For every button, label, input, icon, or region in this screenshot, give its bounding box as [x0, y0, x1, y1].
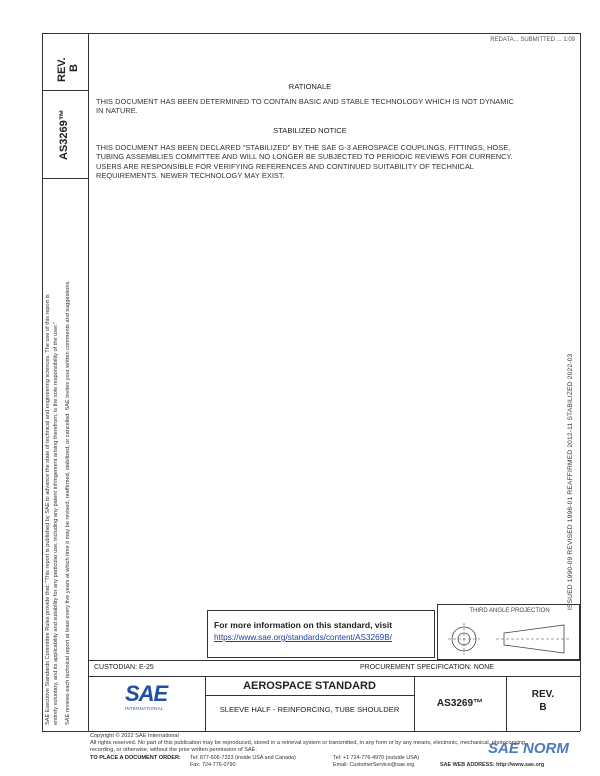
custodian-text: CUSTODIAN: E-25 [94, 664, 154, 671]
standard-type [205, 680, 414, 692]
custodian [94, 664, 154, 671]
contact-col1 [190, 755, 296, 769]
rev-label: REV. [531, 689, 555, 700]
rev-value: B [539, 702, 547, 713]
stabilized-text [96, 143, 521, 181]
top-border [42, 33, 580, 34]
projection-box [437, 604, 580, 660]
info-box-link[interactable] [214, 633, 392, 642]
rev-label-rotated: REV. [56, 57, 68, 82]
left-border [42, 33, 43, 731]
doc-number-rotated [58, 109, 70, 160]
rev-value-rotated: B [68, 64, 80, 72]
rationale-text [96, 97, 516, 116]
docnum-box-divider [42, 178, 88, 179]
rights-text: All rights reserved. No part of this publication may be reproduced, stored in a retrieval system or transmitted, in any form or by any means, electronic, mechanical, photocopying, [90, 740, 527, 746]
copyright-text: Copyright © 2022 SAE International [90, 733, 179, 739]
title-left-line [88, 660, 89, 731]
order-label-text: TO PLACE A DOCUMENT ORDER: [90, 755, 181, 761]
info-box [207, 610, 435, 658]
left-margin-line2 [53, 322, 59, 725]
right-border [580, 33, 581, 731]
doc-number-text: AS3269™ [436, 698, 484, 709]
history-rotated [567, 354, 574, 610]
rationale-body: THIS DOCUMENT HAS BEEN DETERMINED TO CONTAIN BASIC AND STABLE TECHNOLOGY WHICH IS NOT DYNAMIC IN NATURE. [96, 97, 514, 116]
projection-label [438, 608, 581, 614]
sae-logo [125, 683, 169, 713]
info-box-title [214, 620, 392, 630]
rev-block [506, 688, 580, 714]
info-box-title-text: For more information on this standard, visit [214, 620, 393, 630]
left-margin-text3: SAE reviews each technical report at least every five years at which time it may be revised, reaffirmed, stabilized, or cancelled. SAE invites your written comments and suggestions. [65, 280, 71, 725]
stabilized-heading-text: STABILIZED NOTICE [273, 126, 347, 135]
left-margin-text2: entirely voluntary, and its applicability and suitability for any particular use, including any patent infringement arising therefrom, is the sole responsibility of the user." [53, 321, 59, 725]
web-address [440, 762, 544, 768]
left-column-divider [88, 33, 89, 660]
procurement [360, 664, 494, 671]
rev-box-divider [42, 90, 88, 91]
email-text[interactable]: Email: CustomerService@sae.org [333, 762, 415, 768]
doc-number [414, 698, 506, 709]
rationale-heading [90, 82, 530, 91]
left-margin-line3 [65, 280, 71, 725]
projection-label-text: THIRD ANGLE PROJECTION [469, 608, 550, 614]
sae-logo-sub: INTERNATIONAL [125, 706, 164, 711]
rev-value-rotated-wrap [68, 64, 80, 72]
rev-rotated [56, 57, 68, 82]
watermark-logo [488, 740, 569, 757]
custodian-top-line [88, 660, 580, 661]
order-label [90, 755, 181, 761]
projection-symbol-icon [444, 619, 574, 659]
header-info-text: REDATA... SUBMITTED ... 1:09 [490, 37, 575, 43]
rationale-heading-text: RATIONALE [288, 82, 332, 91]
web-address-text[interactable]: SAE WEB ADDRESS: http://www.sae.org [440, 762, 545, 768]
doc-number-rotated-text: AS3269™ [58, 109, 70, 160]
bottom-border [42, 731, 580, 732]
rights2-text: recording, or otherwise, without the prior written permission of SAE. [90, 747, 257, 753]
contact-col2 [333, 755, 419, 769]
tel1-text: Tel: 877-606-7323 (inside USA and Canada) [190, 755, 296, 761]
procurement-text: PROCUREMENT SPECIFICATION: NONE [360, 664, 494, 671]
header-info [445, 36, 575, 44]
stabilized-body: THIS DOCUMENT HAS BEEN DECLARED "STABILIZED" BY THE SAE G-3 AEROSPACE COUPLINGS, FITTINGS, HOSE, TUBING ASSEMBLIES COMMITTEE AND WILL NO LONGER BE SUBJECTED TO PERIODIC REVIEWS FOR CURRENCY. USERS ARE RESPONSIBLE FOR VERIFYING REFERENCES AND CONTINUED SUITABILITY OF TECHNICAL REQUIREMENTS. NEWER TECHNOLOGY MAY EXIST. [96, 143, 513, 181]
standard-type-text: AEROSPACE STANDARD [243, 680, 376, 692]
watermark-text: SAE NORM [488, 740, 569, 757]
fax-text: Fax: 724-776-0790 [190, 762, 236, 768]
info-box-link-text[interactable]: https://www.sae.org/standards/content/AS3269B/ [214, 633, 392, 642]
left-margin-line1 [45, 294, 51, 725]
history-text: ISSUED 1990-09 REVISED 1998-01 REAFFIRMED 2012-11 STABILIZED 2022-03 [567, 353, 574, 610]
description [205, 705, 414, 714]
tel2-text: Tel: +1 724-776-4970 (outside USA) [333, 755, 420, 761]
left-margin-text1: SAE Executive Standards Committee Rules provide that: "This report is published by SAE to advance the state of technical and engineering sciences. The use of this report is [45, 294, 51, 725]
description-text: SLEEVE HALF - REINFORCING, TUBE SHOULDER [219, 705, 400, 714]
title-inner-line [205, 695, 414, 696]
stabilized-heading [90, 126, 530, 135]
sae-logo-text: SAE [125, 681, 168, 706]
